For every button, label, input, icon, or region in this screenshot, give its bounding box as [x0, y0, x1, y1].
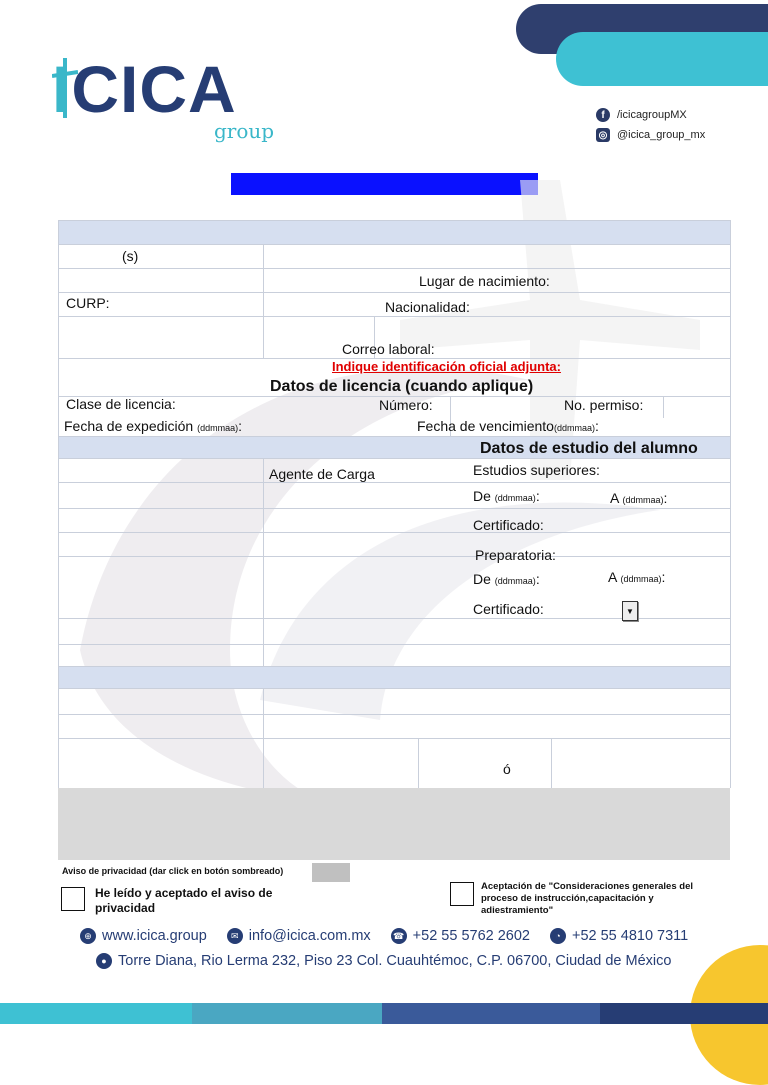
field-label-a-superiores: A (ddmmaa): [610, 490, 668, 506]
globe-icon: ⊕ [80, 928, 96, 944]
logo-text: ICICA [52, 52, 237, 126]
field-label-nacionalidad: Nacionalidad: [385, 299, 470, 315]
field-label-numero: Número: [379, 397, 433, 413]
footer-strip-blue [382, 1003, 600, 1024]
contact-web[interactable]: ⊕ www.icica.group [80, 928, 207, 944]
license-section-title: Datos de licencia (cuando aplique) [270, 378, 534, 395]
study-section-title: Datos de estudio del alumno [480, 440, 698, 457]
section-band [58, 666, 730, 688]
facebook-icon: f [596, 108, 610, 122]
field-label-lugar-nacimiento: Lugar de nacimiento: [419, 273, 550, 289]
privacy-notice-button[interactable] [312, 863, 350, 882]
contact-phone[interactable]: ☎ +52 55 5762 2602 [391, 928, 530, 944]
field-label-clase-licencia: Clase de licencia: [66, 396, 176, 412]
field-label-fecha-expedicion: Fecha de expedición (ddmmaa): [64, 418, 242, 434]
whatsapp-icon: ◔ [550, 928, 566, 944]
contact-email[interactable]: ✉ info@icica.com.mx [227, 928, 371, 944]
footer-strip-mid [192, 1003, 382, 1024]
facebook-handle: /icicagroupMX [617, 109, 687, 121]
field-label-preparatoria: Preparatoria: [475, 547, 556, 563]
privacy-accept-checkbox[interactable] [61, 887, 85, 911]
field-label-a-preparatoria: A (ddmmaa): [608, 569, 666, 585]
logo-subtext: group [214, 119, 275, 143]
instagram-icon: ◎ [596, 128, 610, 142]
field-label-agente-carga: Agente de Carga [269, 466, 375, 482]
field-label-de-superiores: De (ddmmaa): [473, 488, 540, 504]
privacy-accept-label: He leído y aceptado el aviso de privacidad [95, 886, 273, 915]
mail-icon: ✉ [227, 928, 243, 944]
privacy-notice-label: Aviso de privacidad (dar click en botón sombreado) [62, 866, 284, 876]
field-label-no-permiso: No. permiso: [564, 397, 644, 413]
logo-wordmark [52, 52, 237, 126]
field-label-de-preparatoria: De (ddmmaa): [473, 571, 540, 587]
considerations-accept-checkbox[interactable] [450, 882, 474, 906]
considerations-accept-label: Aceptación de "Consideraciones generales del proceso de instrucción,capacitación y adiestramiento" [481, 881, 693, 916]
field-label-fecha-vencimiento: Fecha de vencimiento(ddmmaa): [417, 418, 599, 434]
field-label-certificado-preparatoria: Certificado: [473, 601, 544, 617]
instagram-handle: @icica_group_mx [617, 129, 706, 141]
social-instagram[interactable] [596, 128, 705, 142]
phone-icon: ☎ [391, 928, 407, 944]
contact-whatsapp[interactable]: ◔ +52 55 4810 7311 [550, 928, 688, 944]
field-label-curp: CURP: [66, 295, 110, 311]
field-label-o: ó [503, 761, 511, 777]
form-header-band [58, 220, 730, 244]
contact-bar [80, 928, 708, 944]
chevron-down-icon: ▼ [626, 606, 634, 616]
footer-strip-navy [600, 1003, 768, 1024]
registration-form [58, 220, 730, 860]
field-label-estudios-superiores: Estudios superiores: [473, 462, 600, 478]
signature-area[interactable] [58, 788, 730, 860]
contact-address: ● Torre Diana, Rio Lerma 232, Piso 23 Col. Cuauhtémoc, C.P. 06700, Ciudad de México [96, 953, 671, 969]
field-label-certificado-superiores: Certificado: [473, 517, 544, 533]
field-label-s: (s) [122, 248, 139, 264]
social-facebook[interactable] [596, 108, 687, 122]
field-label-correo-laboral: Correo laboral: [342, 341, 435, 357]
certificado-dropdown[interactable] [622, 601, 638, 621]
header-decoration-teal [556, 32, 768, 86]
footer-strip-teal [0, 1003, 192, 1024]
id-warning-text: Indique identificación oficial adjunta: [332, 359, 561, 374]
location-pin-icon: ● [96, 953, 112, 969]
